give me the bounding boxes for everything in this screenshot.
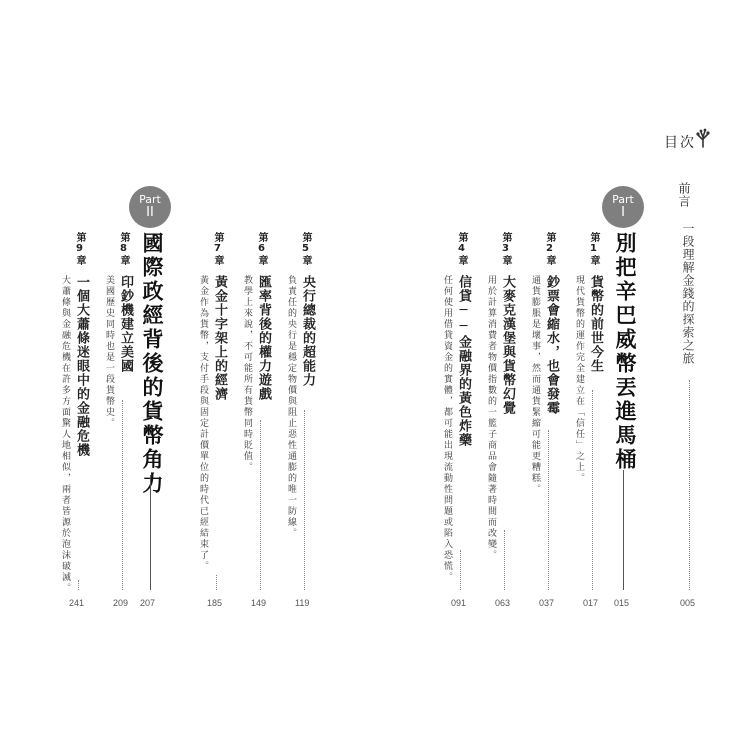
chapter-7-title[interactable]: 黃金十字架上的經濟: [212, 275, 227, 401]
preface-title: 一段理解金錢的探索之旅: [681, 222, 695, 365]
chapter-3-desc: 用於計算消費者物價指數的一籃子商品會隨著時間而改變。: [486, 275, 496, 561]
chapter-4-title[interactable]: 信貸──金融界的黃色炸藥: [456, 275, 471, 447]
part-2-leader: [150, 475, 151, 590]
chapter-1-desc: 現代貨幣的運作完全建立在「信任」之上。: [574, 275, 584, 484]
part-1-page: 015: [614, 598, 630, 608]
chapter-7-page: 185: [207, 598, 223, 608]
chapter-8-title[interactable]: 印鈔機建立美國: [118, 275, 133, 373]
chapter-8-page: 209: [113, 598, 129, 608]
chapter-3-label: 第3章: [500, 232, 511, 266]
chapter-2-leader: [548, 430, 549, 590]
chapter-9-title[interactable]: 一個大蕭條迷眼中的金融危機: [74, 275, 89, 457]
chapter-9-desc: 大蕭條與金融危機在許多方面驚人地相似，兩者皆源於泡沫破滅。: [60, 275, 70, 594]
preface-entry[interactable]: [676, 182, 702, 365]
chapter-1-page: 017: [583, 598, 599, 608]
chapter-6-desc: 教學上來說，不可能所有貨幣同時貶值。: [242, 275, 252, 473]
part-1-badge: Part I: [602, 186, 644, 228]
chapter-2-page: 037: [539, 598, 555, 608]
chapter-4-page: 091: [451, 598, 467, 608]
preface-leader: [689, 380, 690, 590]
chapter-1-title[interactable]: 貨幣的前世今生: [588, 275, 603, 373]
chapter-9-label: 第9章: [74, 232, 85, 266]
part-2-title[interactable]: 國際政經背後的貨幣角力: [140, 232, 164, 496]
part-2-page: 207: [140, 598, 156, 608]
chapter-8-desc: 美國歷史同時也是一段貨幣史。: [104, 275, 114, 429]
chapter-5-label: 第5章: [300, 232, 311, 266]
chapter-7-label: 第7章: [212, 232, 223, 266]
chapter-5-desc: 負責任的央行是穩定物價與阻止惡性通膨的唯一防線。: [286, 275, 296, 539]
preface-label: 前言: [677, 182, 691, 208]
part-2-badge: Part II: [129, 186, 171, 228]
chapter-5-leader: [304, 410, 305, 590]
chapter-4-leader: [460, 550, 461, 590]
chapter-2-title[interactable]: 鈔票會縮水，也會發霉: [544, 275, 559, 415]
part-1-leader: [623, 470, 624, 590]
chapter-3-title[interactable]: 大麥克漢堡與貨幣幻覺: [500, 275, 515, 415]
chapter-9-page: 241: [69, 598, 85, 608]
part-1-title[interactable]: 別把辛巴威幣丟進馬桶: [613, 232, 637, 472]
chapter-8-label: 第8章: [118, 232, 129, 266]
chapter-6-leader: [260, 420, 261, 590]
chapter-8-leader: [122, 400, 123, 590]
chapter-1-leader: [592, 390, 593, 590]
tree-icon: [694, 128, 712, 148]
chapter-4-desc: 任何使用借貸資金的實體，都可能出現流動性問題或陷入恐慌。: [442, 275, 452, 583]
chapter-5-title[interactable]: 央行總裁的超能力: [300, 275, 315, 387]
chapter-3-leader: [504, 530, 505, 590]
chapter-6-label: 第6章: [256, 232, 267, 266]
chapter-2-desc: 通貨膨脹是壞事，然而通貨緊縮可能更糟糕。: [530, 275, 540, 495]
chapter-2-label: 第2章: [544, 232, 555, 266]
chapter-7-desc: 黃金作為貨幣，支付手段與固定計價單位的時代已經結束了。: [198, 275, 208, 572]
chapter-6-page: 149: [251, 598, 267, 608]
chapter-3-page: 063: [495, 598, 511, 608]
toc-title: 目次: [664, 135, 696, 151]
chapter-5-page: 119: [295, 598, 310, 608]
chapter-6-title[interactable]: 匯率背後的權力遊戲: [256, 275, 271, 401]
chapter-7-leader: [216, 575, 217, 590]
chapter-1-label: 第1章: [588, 232, 599, 266]
chapter-4-label: 第4章: [456, 232, 467, 266]
chapter-9-leader: [78, 580, 79, 590]
preface-page: 005: [680, 598, 696, 608]
